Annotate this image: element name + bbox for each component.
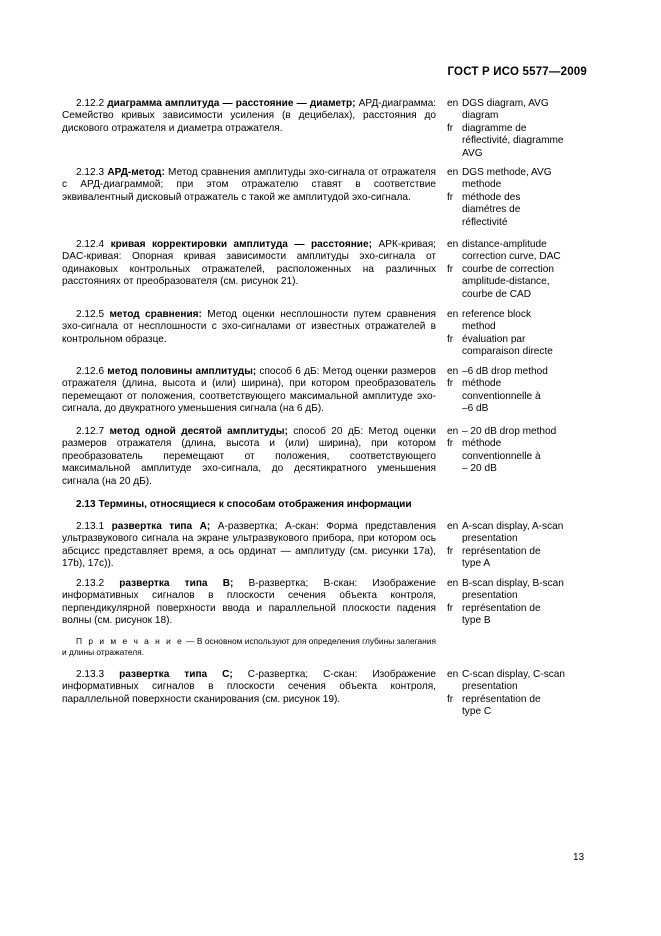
- section-heading: 2.13 Термины, относящиеся к способам отображения информации: [76, 499, 412, 510]
- french-equivalent: diagramme de réflectivité, diagramme AVG: [462, 122, 564, 159]
- french-equivalent: méthode conventionnelle à – 20 dB: [462, 438, 541, 475]
- term-title: метод одной десятой амплитуды;: [109, 426, 288, 437]
- note: [62, 636, 436, 657]
- document-header: ГОСТ Р ИСО 5577—2009: [447, 66, 587, 78]
- term-definition: [62, 98, 436, 135]
- term-title: метод половины амплитуды;: [107, 366, 257, 377]
- term-number: 2.13.2: [76, 578, 105, 589]
- term-title: кривая корректировки амплитуда — расстояние;: [110, 239, 372, 250]
- lang-fr-label: fr: [447, 191, 454, 203]
- term-equivalents: [447, 167, 597, 229]
- term-definition: [62, 578, 436, 628]
- lang-en-label: en: [447, 521, 459, 532]
- term-equivalents: [447, 309, 597, 359]
- term-title: АРД-метод:: [107, 167, 165, 178]
- term-number: 2.12.5: [76, 309, 105, 320]
- term-title: диаграмма амплитуда — расстояние — диаметр;: [107, 98, 356, 109]
- term-body: А-развертка; А-скан: Форма представления ультразвукового сигнала на экране ультразвукового прибора, при котором ось абсцисс представляет время, а ось ординат — амплитуду (см. рисунки 17а), 17b), 17с)).: [62, 521, 436, 570]
- term-number: 2.12.6: [76, 366, 105, 377]
- term-body: Метод оценки несплошности путем сравнения эхо-сигнала от несплошности с эхо-сигналами от известных отражателей в контрольном образце.: [62, 309, 436, 345]
- french-equivalent: évaluation par comparaison directe: [462, 333, 553, 358]
- term-equivalents: [447, 578, 597, 628]
- term-body: способ 6 дБ: Метод оценки размеров отражателя (длина, высота и (или) ширина), при котором преобразователь перемещают от положения, соответствующего максимальной амплитуде эхо-сигнала, до двукратного уменьшения сигнала (на 6 дБ).: [62, 366, 436, 415]
- lang-en-label: en: [447, 239, 459, 250]
- term-definition: [62, 167, 436, 204]
- lang-fr-label: fr: [447, 263, 454, 275]
- french-equivalent: représentation de type B: [462, 602, 541, 627]
- lang-en-label: en: [447, 98, 459, 109]
- french-equivalent: représentation de type C: [462, 693, 541, 718]
- term-equivalents: [447, 98, 597, 160]
- term-number: 2.12.2: [76, 98, 105, 109]
- term-title: метод сравнения:: [109, 309, 202, 320]
- lang-fr-label: fr: [447, 602, 454, 614]
- lang-fr-label: fr: [447, 693, 454, 705]
- term-definition: [62, 426, 436, 488]
- english-equivalent: –6 dB drop method: [462, 366, 548, 377]
- english-equivalent: – 20 dB drop method: [462, 426, 557, 437]
- note-text: — В основном используют для определения глубины залегания и длины отражателя.: [62, 636, 436, 657]
- term-definition: [62, 521, 436, 571]
- lang-en-label: en: [447, 309, 459, 320]
- lang-en-label: en: [447, 366, 459, 377]
- french-equivalent: représentation de type A: [462, 545, 541, 570]
- lang-en-label: en: [447, 578, 459, 589]
- english-equivalent: B-scan display, B-scan presentation: [462, 578, 564, 602]
- term-body: С-развертка; С-скан: Изображение информативных сигналов в плоскости сечения объекта контроля, параллельной поверхности сканирования (см. рисунок 19).: [62, 669, 436, 705]
- page-number: 13: [573, 852, 585, 863]
- lang-fr-label: fr: [447, 333, 454, 345]
- term-equivalents: [447, 366, 597, 416]
- english-equivalent: A-scan display, A-scan presentation: [462, 521, 564, 545]
- term-body: Метод сравнения амплитуды эхо-сигнала от отражателя с АРД-диаграммой; при этом отражателю ставят в соответствие эквивалентный дисковый отражатель с такой же амплитудой эхо-сигнала.: [62, 167, 436, 203]
- lang-en-label: en: [447, 426, 459, 437]
- term-number: 2.12.7: [76, 426, 105, 437]
- lang-fr-label: fr: [447, 122, 454, 134]
- term-number: 2.12.3: [76, 167, 105, 178]
- lang-en-label: en: [447, 669, 459, 680]
- term-definition: [62, 669, 436, 706]
- english-equivalent: reference block method: [462, 309, 532, 333]
- lang-en-label: en: [447, 167, 459, 178]
- english-equivalent: DGS methode, AVG methode: [462, 167, 552, 191]
- term-title: развертка типа С;: [119, 669, 233, 680]
- french-equivalent: méthode conventionnelle à –6 dB: [462, 378, 541, 415]
- term-equivalents: [447, 426, 597, 476]
- english-equivalent: distance-amplitude correction curve, DAC: [462, 239, 561, 263]
- term-definition: [62, 239, 436, 289]
- term-number: 2.12.4: [76, 239, 105, 250]
- term-number: 2.13.1: [76, 521, 105, 532]
- english-equivalent: C-scan display, C-scan presentation: [462, 669, 566, 693]
- term-equivalents: [447, 669, 597, 719]
- term-equivalents: [447, 239, 597, 301]
- lang-fr-label: fr: [447, 438, 454, 450]
- term-definition: [62, 309, 436, 346]
- term-body: АРД-диаграмма: Семейство кривых зависимости усиления (в децибелах), расстояния до дискового отражателя и диаметра отражателя.: [62, 98, 436, 134]
- french-equivalent: méthode des diamétres de réflectivité: [462, 191, 521, 228]
- lang-fr-label: fr: [447, 378, 454, 390]
- term-body: АРК-кривая; DAC-кривая: Опорная кривая зависимости амплитуды эхо-сигнала от одинаковых контрольных отражателей, расположенных на различных расстояниях от преобразователя (см. рисунок 21).: [62, 239, 436, 288]
- english-equivalent: DGS diagram, AVG diagram: [462, 98, 549, 122]
- term-body: способ 20 дБ: Метод оценки размеров отражателя (длина, высота и (или) ширина), при котором преобразователь перемещают от положения, соответствующего максимальной амплитуде эхо-сигнала, до десятикратного уменьшения сигнала (на 20 дБ).: [62, 426, 436, 487]
- term-definition: [62, 366, 436, 416]
- lang-fr-label: fr: [447, 545, 454, 557]
- term-title: развертка типа В;: [119, 578, 234, 589]
- term-number: 2.13.3: [76, 669, 105, 680]
- note-label: П р и м е ч а н и е: [76, 636, 184, 646]
- term-body: В-развертка; В-скан: Изображение информативных сигналов в плоскости сечения объекта контроля, перпендикулярной поверхности ввода и параллельной плоскости падения волны (см. рисунок 18).: [62, 578, 436, 627]
- term-title: развертка типа А;: [111, 521, 211, 532]
- french-equivalent: courbe de correction amplitude-distance, courbe de CAD: [462, 263, 555, 300]
- term-equivalents: [447, 521, 597, 571]
